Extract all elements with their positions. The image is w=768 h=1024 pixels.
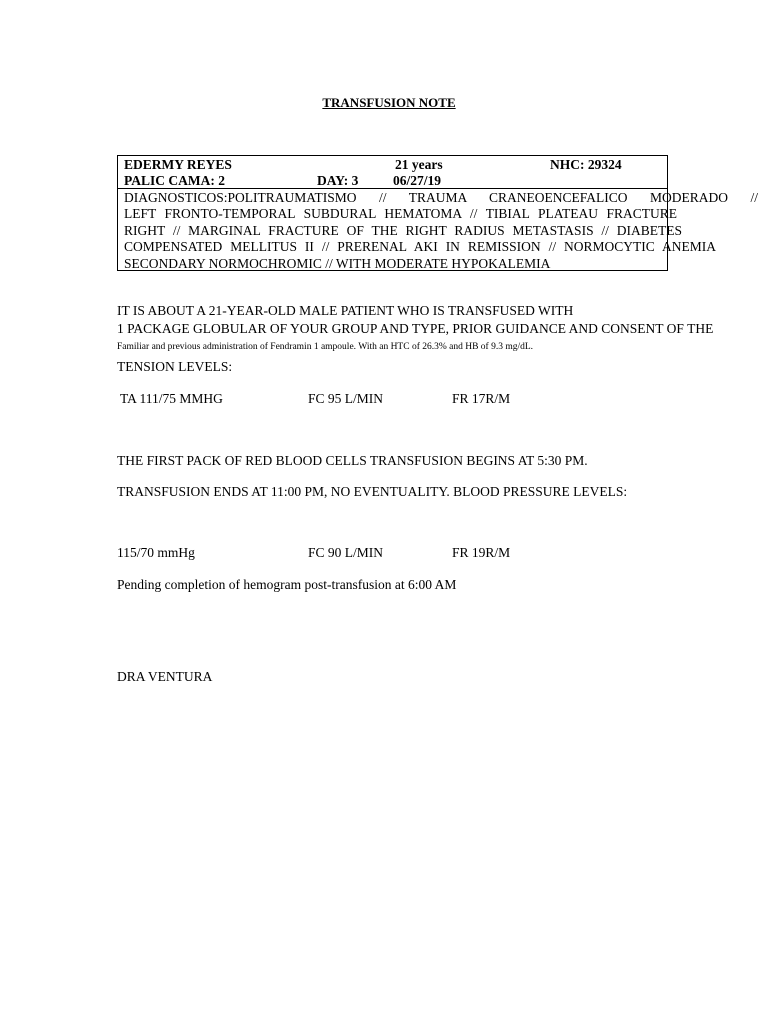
patient-name: EDERMY REYES <box>124 157 232 172</box>
vitals-ta: TA 111/75 MMHG <box>120 391 223 406</box>
patient-age: 21 years <box>395 157 443 172</box>
intro-line-2: 1 PACKAGE GLOBULAR OF YOUR GROUP AND TYPE, PRIOR GUIDANCE AND CONSENT OF THE <box>117 321 714 336</box>
intro-line-1: IT IS ABOUT A 21-YEAR-OLD MALE PATIENT WHO IS TRANSFUSED WITH <box>117 303 574 318</box>
vitals-fr: FR 17R/M <box>452 391 511 406</box>
vitals-bp-post: 115/70 mmHg <box>117 545 195 560</box>
vitals-fc-post: FC 90 L/MIN <box>308 545 384 560</box>
tension-levels-label: TENSION LEVELS: <box>117 359 233 374</box>
vitals-fc: FC 95 L/MIN <box>308 391 384 406</box>
patient-day: DAY: 3 <box>317 173 359 188</box>
diagnosis-line: RIGHT // MARGINAL FRACTURE OF THE RIGHT RADIUS METASTASIS // DIABETES <box>124 222 682 238</box>
diagnosis-line: COMPENSATED MELLITUS II // PRERENAL AKI IN REMISSION // NORMOCYTIC ANEMIA <box>124 239 716 255</box>
patient-bed: PALIC CAMA: 2 <box>124 173 225 188</box>
vitals-fr-post: FR 19R/M <box>452 545 511 560</box>
patient-date: 06/27/19 <box>393 173 442 188</box>
document-title: TRANSFUSION NOTE <box>322 95 456 110</box>
diagnosis-line: LEFT FRONTO-TEMPORAL SUBDURAL HEMATOMA // TIBIAL PLATEAU FRACTURE <box>124 206 677 222</box>
diagnosis-line: DIAGNOSTICOS:POLITRAUMATISMO // TRAUMA CRANEOENCEFALICO MODERADO // <box>124 190 758 205</box>
transfusion-begins: THE FIRST PACK OF RED BLOOD CELLS TRANSFUSION BEGINS AT 5:30 PM. <box>117 453 588 468</box>
intro-line-3: Familiar and previous administration of Fendramin 1 ampoule. With an HTC of 26.3% and HB of 9.3 mg/dL. <box>117 342 534 352</box>
pending-note: Pending completion of hemogram post-transfusion at 6:00 AM <box>117 577 457 592</box>
diagnosis-line: SECONDARY NORMOCHROMIC // WITH MODERATE HYPOKALEMIA <box>124 255 551 271</box>
signature: DRA VENTURA <box>117 669 213 684</box>
transfusion-ends: TRANSFUSION ENDS AT 11:00 PM, NO EVENTUALITY. BLOOD PRESSURE LEVELS: <box>117 484 628 499</box>
patient-nhc: NHC: 29324 <box>550 157 622 172</box>
diagnosis-block <box>124 190 758 272</box>
